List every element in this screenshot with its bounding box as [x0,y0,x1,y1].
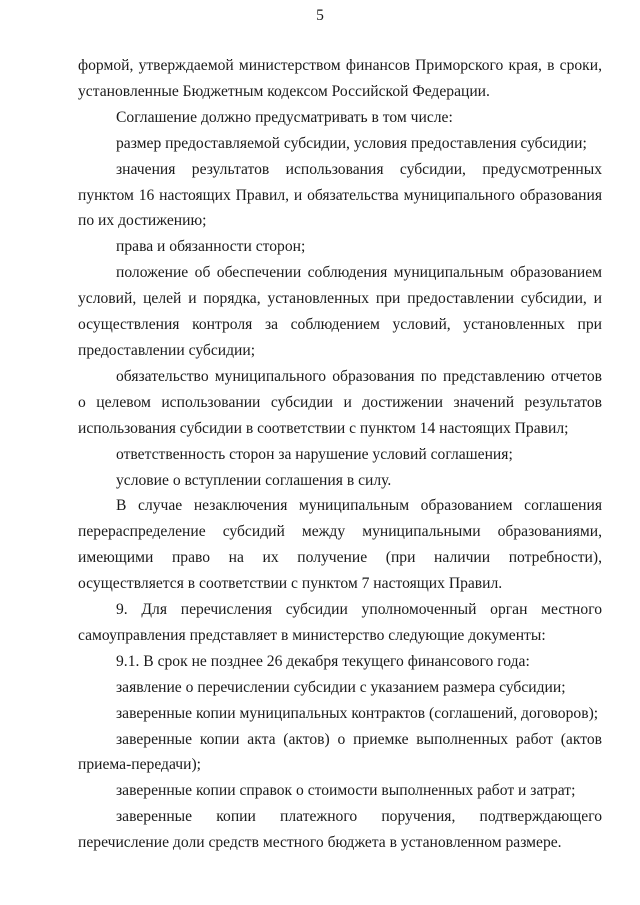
paragraph-rights-duties: права и обязанности сторон; [116,238,306,256]
paragraph-agreement-intro: Соглашение должно предусматривать в том числе: [116,108,453,126]
paragraph-acceptance-acts: заверенные копии акта (актов) о приемке выполненных работ (актов приема-передачи); [78,730,602,774]
paragraph-section-9: 9. Для перечисления субсидии уполномоченный орган местного самоуправления представляет в министерство следующие документы: [78,601,602,644]
paragraph-continuation: формой, утверждаемой министерством финансов Приморского края, в сроки, установленные Бюджетным кодексом Российской Федерации. [78,57,602,100]
paragraph-redistribution: В случае незаключения муниципальным образованием соглашения перераспределение субсидий между муниципальными образованиями, имеющими право на их получение (при наличии потребности), осуществляется в соответствии с пунктом 7 настоящих Правил. [78,497,602,593]
paragraph-contracts: заверенные копии муниципальных контрактов (соглашений, договоров); [116,704,599,722]
paragraph-section-9-1: 9.1. В срок не позднее 26 декабря текущего финансового года: [116,652,530,670]
paragraph-reporting: обязательство муниципального образования по представлению отчетов о целевом использовании субсидии и достижении значений результатов использования субсидии в соответствии с пунктом 14 настоящих Правил; [78,367,602,437]
paragraph-result-values: значения результатов использования субсидии, предусмотренных пунктом 16 настоящих Правил, и обязательства муниципального образования по их достижению; [78,160,602,230]
paragraph-cost-certificates: заверенные копии справок о стоимости выполненных работ и затрат; [116,782,576,800]
document-body [78,53,602,856]
paragraph-payment-order: заверенные копии платежного поручения, подтверждающего перечисление доли средств местного бюджета в установленном размере. [78,808,602,852]
paragraph-compliance: положение об обеспечении соблюдения муниципальным образованием условий, целей и порядка, установленных при предоставлении субсидии, и осуществления контроля за соблюдением условий, установленных при предоставлении субсидии; [78,264,602,359]
page-number: 5 [316,7,324,24]
paragraph-subsidy-size: размер предоставляемой субсидии, условия предоставления субсидии; [116,134,587,152]
paragraph-entry-into-force: условие о вступлении соглашения в силу. [116,471,392,489]
paragraph-liability: ответственность сторон за нарушение условий соглашения; [116,445,513,463]
paragraph-application: заявление о перечислении субсидии с указанием размера субсидии; [116,678,566,696]
